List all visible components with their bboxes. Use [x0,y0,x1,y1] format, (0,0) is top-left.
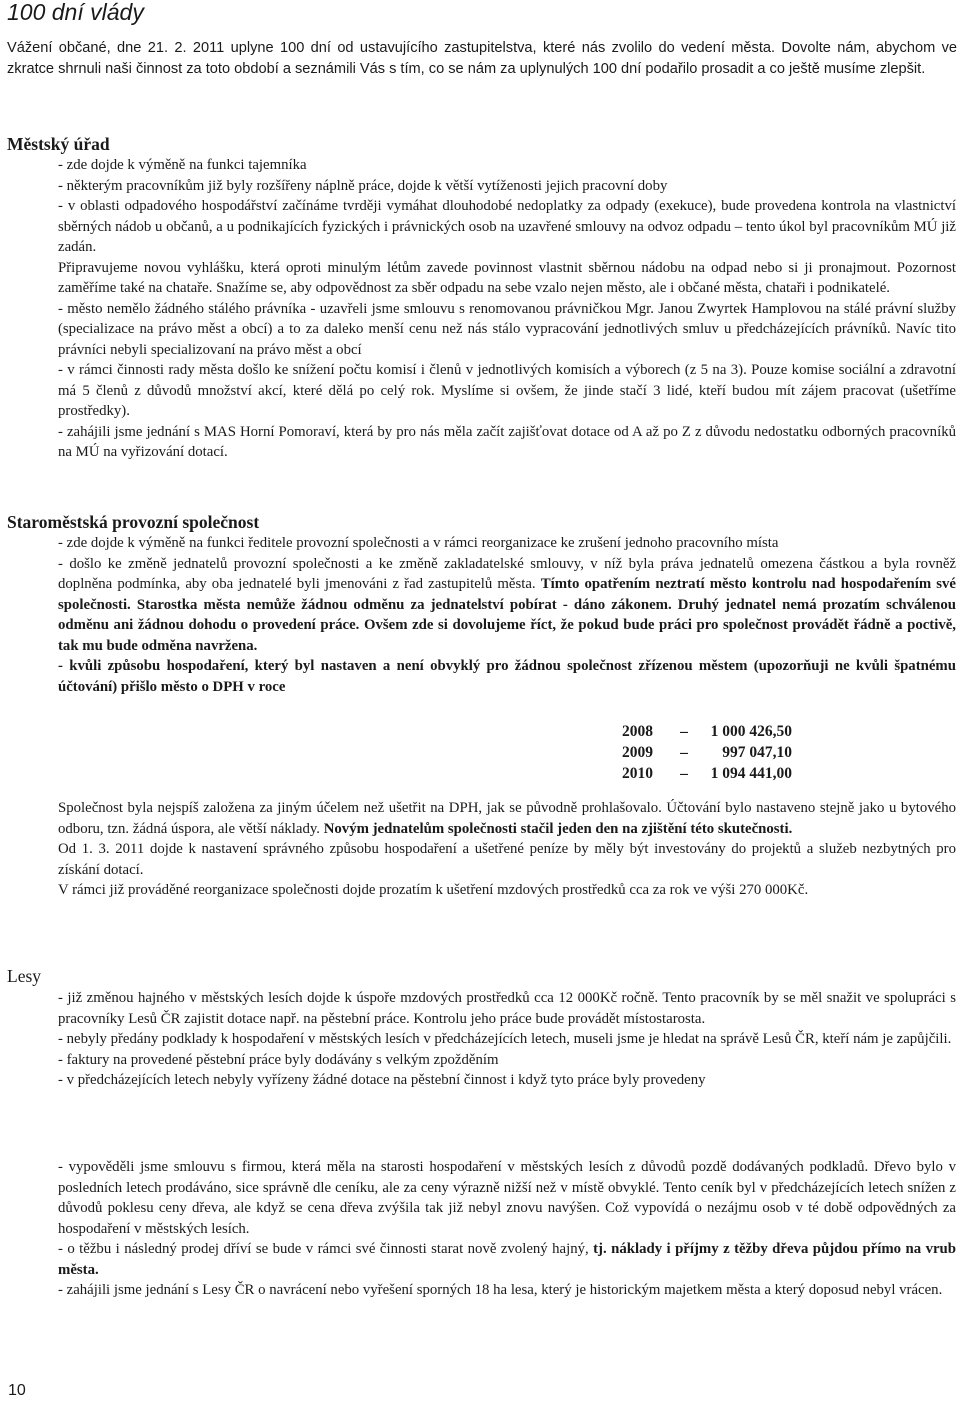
paragraph: - některým pracovníkům již byly rozšířeny náplně práce, dojde k větší vytíženosti jejich pracovní doby [58,177,668,194]
paragraph: - zahájili jsme jednání s MAS Horní Pomoraví, která by pro nás měla začít zajišťovat dotace od A až po Z z důvodu nedostatku odborných pracovníků na MÚ na vyřizování dotací. [58,423,956,460]
dph-value: 1 094 441,00 [710,765,792,782]
paragraph: - kvůli způsobu hospodaření, který byl nastaven a není obvyklý pro žádnou společnost zřízenou městem (upozorňuji ne kvůli špatnému účtování) přišlo město o DPH v roce [58,658,956,695]
section-heading-mestsky-urad: Městský úřad [7,134,110,154]
paragraph [58,554,956,657]
paragraph: V rámci již prováděné reorganizace společnosti dojde prozatím k ušetření mzdových prostředků cca za rok ve výši 270 000Kč. [58,882,809,898]
dph-dash: – [680,723,688,740]
paragraph-text: Společnost byla nejspíš založena za jiným účelem než ušetřit na DPH, jak se původně prohlašovalo. Účtování bylo nastaveno stejně jako u bytového odboru, tzn. žádná úspora, ale větší náklady. [58,800,956,837]
section-body-lesy [58,988,956,1091]
section-body-mestsky-urad [58,155,956,463]
dph-row [622,763,792,784]
paragraph [58,1239,956,1280]
section-heading-staromestska: Staroměstská provozní společnost [7,512,260,532]
paragraph: - nebyly předány podklady k hospodaření v městských lesích v předcházejících letech, museli jsme je hledat na správě Lesů ČR, kteří nám je zapůjčili. [58,1031,952,1047]
paragraph-bold-text: Novým jednatelům společnosti stačil jeden den na zjištění této skutečnosti. [323,820,793,837]
paragraph: - již změnou hajného v městských lesích dojde k úspoře mzdových prostředků cca 12 000Kč ročně. Tento pracovník by se měl snažit ve spolupráci s pracovníky Lesů ČR zajistit dotace např. na pěstební práce. Kontrolu jeho práce bude provádět místostarosta. [58,990,956,1027]
paragraph: - faktury na provedené pěstební práce byly dodávány s velkým zpožděním [58,1051,499,1068]
section-body-staromestska [58,533,956,697]
dph-dash: – [680,744,688,761]
paragraph: - v oblasti odpadového hospodářství začínáme tvrději vymáhat dlouhodobé nedoplatky za odpady (exekuce), bude provedena kontrola na vlastnictví sběrných nádob u občanů, a u podnikajících fyzických i právnických osob na uzavřené smlouvy na odvoz odpadu – tento úkol byl pracovníkům MÚ již zadán. [58,198,956,255]
paragraph-text: - o těžbu i následný prodej dříví se bude v rámci své činnosti starat nově zvolený hajný, [58,1241,594,1257]
paragraph: - město nemělo žádného stálého právníka - uzavřeli jsme smlouvu s renomovanou právničkou Mgr. Janou Zwyrtek Hamplovou na stálé právní služby (specializace na právo měst a obcí) a to za daleko menší cenu než nás stálo vypracování jednotlivých smluv u předcházejících právníků. Navíc tito právníci nebyli specializovaní na právo měst a obcí [58,300,956,358]
dph-value: 1 000 426,50 [710,723,792,740]
section-heading-lesy: Lesy [7,966,42,986]
paragraph: Připravujeme novou vyhlášku, která oproti minulým létům zavede povinnost vlastnit sběrnou nádobu na odpad nebo si ji pronajmout. Pozornost zaměříme také na chataře. Snažíme se, aby odpovědnost za sběr odpadu na sebe vzalo nejen město, ale i občané města, chataři i podnikatelé. [58,259,956,296]
dph-year: 2008 [622,723,653,740]
paragraph: - v předcházejících letech nebyly vyřízeny žádné dotace na pěstební činnost i když tyto práce byly provedeny [58,1072,706,1088]
dph-row [622,721,792,742]
paragraph: - v rámci činnosti rady města došlo ke snížení počtu komisí i členů v jednotlivých komisích a výborech (z 5 na 3). Pouze komise sociální a zdravotní má 5 členů z důvodů množství akcí, které dělá po celý rok. Myslíme si ovšem, že jinde stačí 3 lidé, kteří budou mít zájem pracovat (ušetříme prostředky). [58,362,956,419]
page-title: 100 dní vlády [7,0,144,25]
paragraph: - zahájili jsme jednání s Lesy ČR o navrácení nebo vyřešení sporných 18 ha lesa, který je historickým majetkem města a který doposud nebyl vrácen. [58,1282,943,1298]
paragraph: - vypověděli jsme smlouvu s firmou, která měla na starosti hospodaření v městských lesích z důvodů pozdě dodávaných podkladů. Dřevo bylo v posledních letech prodáváno, sice správně dle ceníku, ale za ceny výrazně nižší než v místě obvyklé. Tento ceník byl v předcházejících letech snížen z důvodů poklesu ceny dřeva, ale když se cena dřeva zvýšila tak již nebyl znovu navýšen. Což vypovídá o nezájmu osob v té době odpovědných za hospodaření v městských lesích. [58,1159,956,1237]
paragraph: - zde dojde k výměně na funkci tajemníka [58,157,307,173]
dph-value: 997 047,10 [722,744,792,761]
section-body-lesy-continued [58,1157,956,1301]
paragraph: - zde dojde k výměně na funkci ředitele provozní společnosti a v rámci reorganizace ke zrušení jednoho pracovního místa [58,535,779,551]
dph-dash: – [680,765,688,782]
paragraph [58,798,956,839]
section-body-staromestska-continued [58,798,956,901]
dph-row [622,742,792,763]
dph-year: 2010 [622,765,653,782]
paragraph-text: - došlo ke změně jednatelů provozní společnosti a ke změně zakladatelské smlouvy, v níž byla práva jednatelů omezena částkou a byla rovněž doplněna podmínka, aby oba jednatelé byli jmenováni z řad zastupitelů města. [58,555,956,592]
paragraph: Od 1. 3. 2011 dojde k nastavení správného způsobu hospodaření a ušetřené peníze by měly být investovány do projektů a služeb nezbytných pro získání dotací. [58,841,956,878]
paragraph-bold-text: tj. náklady i příjmy z těžby dřeva půjdou přímo na vrub města. [58,1241,956,1278]
dph-year: 2009 [622,744,653,761]
dph-table [622,721,792,784]
intro-paragraph: Vážení občané, dne 21. 2. 2011 uplyne 100 dní od ustavujícího zastupitelstva, které nás zvolilo do vedení města. Dovolte nám, abychom ve zkratce shrnuli naši činnost za toto období a seznámili Vás s tím, co se nám za uplynulých 100 dní podařilo prosadit a co ještě musíme zlepšit. [7,40,957,77]
paragraph-bold-text: Tímto opatřením neztratí město kontrolu nad hospodařením své společnosti. Starostka města nemůže žádnou odměnu za jednatelství pobírat - dáno zákonem. Druhý jednatel nemá prozatím schválenou odměnu ani žádnou dohodu o provedení práce. Ovšem zde si dovolujeme říct, že pokud bude práci pro společnost provádět řádně a poctivě, tak mu bude odměna navržena. [58,576,956,654]
page-number: 10 [8,1382,26,1399]
